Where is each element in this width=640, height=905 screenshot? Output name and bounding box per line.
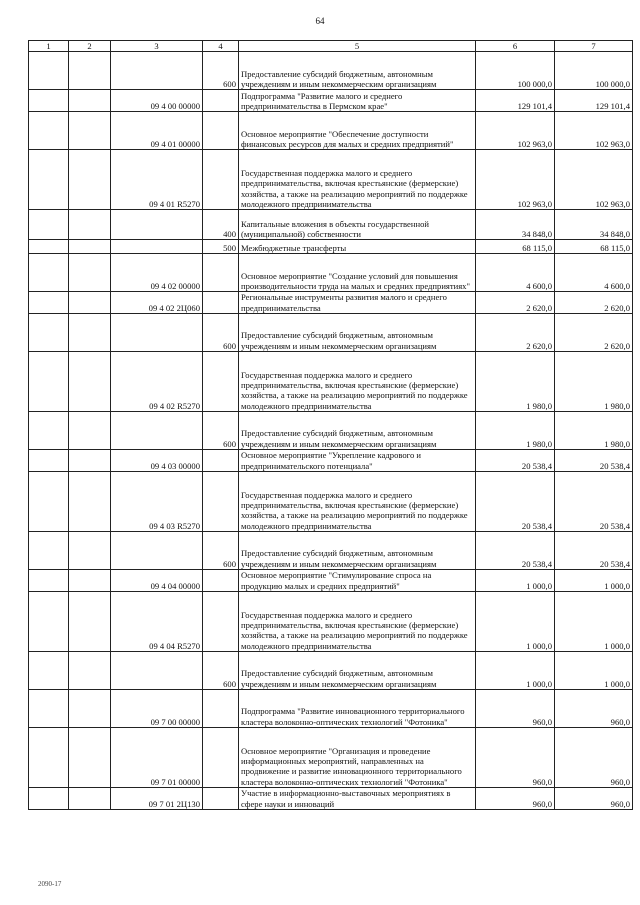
cell-amount-year2: 20 538,4 (555, 472, 633, 532)
cell-expense-type: 400 (203, 210, 239, 240)
table-row (29, 450, 633, 472)
cell-target-code: 09 4 01 R5270 (111, 150, 203, 210)
cell-description: Предоставление субсидий бюджетным, автономным учреждениям и иным некоммерческим организациям (239, 652, 476, 690)
cell-expense-type: 600 (203, 52, 239, 90)
cell-amount-year2: 129 101,4 (555, 90, 633, 112)
cell-col1 (29, 690, 69, 728)
column-header: 2 (69, 41, 111, 52)
cell-target-code (111, 52, 203, 90)
cell-expense-type (203, 570, 239, 592)
cell-target-code: 09 4 00 00000 (111, 90, 203, 112)
table-row (29, 352, 633, 412)
cell-expense-type (203, 592, 239, 652)
cell-target-code: 09 4 03 R5270 (111, 472, 203, 532)
cell-col1 (29, 532, 69, 570)
cell-col1 (29, 314, 69, 352)
cell-amount-year1: 68 115,0 (476, 240, 555, 254)
cell-col2 (69, 728, 111, 788)
cell-col2 (69, 788, 111, 810)
cell-amount-year1: 102 963,0 (476, 150, 555, 210)
cell-col2 (69, 314, 111, 352)
table-row (29, 254, 633, 292)
cell-amount-year2: 102 963,0 (555, 150, 633, 210)
table-row (29, 728, 633, 788)
cell-amount-year1: 2 620,0 (476, 314, 555, 352)
cell-description: Государственная поддержка малого и среднего предпринимательства, включая крестьянские (фермерские) хозяйства, а также на реализацию мероприятий по поддержке молодежного предпринимательства (239, 150, 476, 210)
column-header: 4 (203, 41, 239, 52)
cell-description: Капитальные вложения в объекты государственной (муниципальной) собственности (239, 210, 476, 240)
cell-amount-year2: 102 963,0 (555, 112, 633, 150)
cell-amount-year2: 1 000,0 (555, 652, 633, 690)
cell-amount-year1: 100 000,0 (476, 52, 555, 90)
cell-amount-year1: 1 000,0 (476, 592, 555, 652)
cell-description: Государственная поддержка малого и среднего предпринимательства, включая крестьянские (фермерские) хозяйства, а также на реализацию мероприятий по поддержке молодежного предпринимательства (239, 592, 476, 652)
cell-target-code: 09 4 03 00000 (111, 450, 203, 472)
cell-col2 (69, 240, 111, 254)
cell-expense-type (203, 728, 239, 788)
cell-target-code: 09 7 00 00000 (111, 690, 203, 728)
cell-description: Участие в информационно-выставочных мероприятиях в сфере науки и инноваций (239, 788, 476, 810)
cell-description: Основное мероприятие "Организация и проведение информационных мероприятий, направленных на продвижение и развитие инновационного территориального кластера волоконно-оптических технологий "Фотоника" (239, 728, 476, 788)
table-row (29, 90, 633, 112)
cell-amount-year2: 20 538,4 (555, 532, 633, 570)
cell-col1 (29, 90, 69, 112)
cell-amount-year2: 100 000,0 (555, 52, 633, 90)
cell-amount-year2: 1 000,0 (555, 570, 633, 592)
cell-col1 (29, 472, 69, 532)
cell-description: Подпрограмма "Развитие малого и среднего предпринимательства в Пермском крае" (239, 90, 476, 112)
column-header: 5 (239, 41, 476, 52)
cell-target-code: 09 4 02 2Ц060 (111, 292, 203, 314)
cell-col2 (69, 352, 111, 412)
table-row (29, 112, 633, 150)
cell-amount-year2: 1 980,0 (555, 412, 633, 450)
table-row (29, 150, 633, 210)
cell-target-code: 09 4 02 R5270 (111, 352, 203, 412)
cell-col2 (69, 90, 111, 112)
cell-col2 (69, 450, 111, 472)
cell-col1 (29, 292, 69, 314)
cell-col1 (29, 52, 69, 90)
cell-amount-year2: 2 620,0 (555, 314, 633, 352)
cell-expense-type (203, 112, 239, 150)
cell-expense-type (203, 254, 239, 292)
cell-description: Межбюджетные трансферты (239, 240, 476, 254)
cell-target-code: 09 4 01 00000 (111, 112, 203, 150)
cell-amount-year1: 20 538,4 (476, 472, 555, 532)
cell-description: Предоставление субсидий бюджетным, автономным учреждениям и иным некоммерческим организациям (239, 532, 476, 570)
cell-amount-year2: 68 115,0 (555, 240, 633, 254)
cell-description: Региональные инструменты развития малого и среднего предпринимательства (239, 292, 476, 314)
cell-col1 (29, 240, 69, 254)
cell-expense-type: 600 (203, 412, 239, 450)
cell-expense-type (203, 690, 239, 728)
footer-code: 2090-17 (38, 880, 62, 888)
cell-amount-year2: 20 538,4 (555, 450, 633, 472)
cell-description: Основное мероприятие "Стимулирование спроса на продукцию малых и средних предприятий" (239, 570, 476, 592)
cell-col2 (69, 532, 111, 570)
cell-col1 (29, 254, 69, 292)
budget-table (28, 40, 633, 810)
cell-target-code (111, 314, 203, 352)
cell-description: Предоставление субсидий бюджетным, автономным учреждениям и иным некоммерческим организациям (239, 412, 476, 450)
cell-col1 (29, 450, 69, 472)
cell-target-code (111, 240, 203, 254)
cell-amount-year1: 20 538,4 (476, 450, 555, 472)
cell-col2 (69, 690, 111, 728)
cell-amount-year1: 2 620,0 (476, 292, 555, 314)
column-header: 3 (111, 41, 203, 52)
table-row (29, 788, 633, 810)
cell-amount-year1: 1 000,0 (476, 570, 555, 592)
cell-col1 (29, 652, 69, 690)
cell-expense-type (203, 90, 239, 112)
table-row (29, 532, 633, 570)
cell-col2 (69, 652, 111, 690)
cell-amount-year1: 102 963,0 (476, 112, 555, 150)
cell-col1 (29, 592, 69, 652)
cell-target-code (111, 210, 203, 240)
table-row (29, 690, 633, 728)
cell-amount-year1: 34 848,0 (476, 210, 555, 240)
cell-amount-year2: 960,0 (555, 788, 633, 810)
cell-amount-year1: 129 101,4 (476, 90, 555, 112)
cell-target-code (111, 412, 203, 450)
cell-col1 (29, 112, 69, 150)
table-row (29, 52, 633, 90)
cell-col2 (69, 570, 111, 592)
cell-expense-type (203, 472, 239, 532)
column-header: 7 (555, 41, 633, 52)
cell-amount-year1: 1 980,0 (476, 412, 555, 450)
cell-col1 (29, 788, 69, 810)
cell-description: Предоставление субсидий бюджетным, автономным учреждениям и иным некоммерческим организациям (239, 52, 476, 90)
cell-amount-year2: 1 000,0 (555, 592, 633, 652)
table-row (29, 314, 633, 352)
cell-expense-type (203, 788, 239, 810)
cell-amount-year2: 960,0 (555, 728, 633, 788)
cell-expense-type (203, 352, 239, 412)
cell-expense-type (203, 450, 239, 472)
cell-expense-type (203, 150, 239, 210)
cell-col1 (29, 570, 69, 592)
cell-col2 (69, 292, 111, 314)
cell-expense-type: 600 (203, 532, 239, 570)
cell-col2 (69, 112, 111, 150)
cell-amount-year1: 960,0 (476, 788, 555, 810)
cell-description: Основное мероприятие "Обеспечение доступности финансовых ресурсов для малых и средних предприятий" (239, 112, 476, 150)
cell-col1 (29, 210, 69, 240)
cell-target-code: 09 4 04 R5270 (111, 592, 203, 652)
cell-col2 (69, 52, 111, 90)
cell-col2 (69, 592, 111, 652)
cell-description: Основное мероприятие "Создание условий для повышения производительности труда на малых и средних предприятиях" (239, 254, 476, 292)
table-row (29, 412, 633, 450)
cell-col1 (29, 728, 69, 788)
cell-description: Государственная поддержка малого и среднего предпринимательства, включая крестьянские (фермерские) хозяйства, а также на реализацию мероприятий по поддержке молодежного предпринимательства (239, 472, 476, 532)
cell-description: Государственная поддержка малого и среднего предпринимательства, включая крестьянские (фермерские) хозяйства, а также на реализацию мероприятий по поддержке молодежного предпринимательства (239, 352, 476, 412)
cell-col2 (69, 254, 111, 292)
cell-expense-type: 500 (203, 240, 239, 254)
cell-target-code (111, 532, 203, 570)
cell-col2 (69, 210, 111, 240)
cell-amount-year2: 1 980,0 (555, 352, 633, 412)
cell-description: Основное мероприятие "Укрепление кадрового и предпринимательского потенциала" (239, 450, 476, 472)
cell-description: Предоставление субсидий бюджетным, автономным учреждениям и иным некоммерческим организациям (239, 314, 476, 352)
cell-target-code: 09 4 04 00000 (111, 570, 203, 592)
table-row (29, 472, 633, 532)
cell-expense-type: 600 (203, 652, 239, 690)
column-header: 1 (29, 41, 69, 52)
table-header-row (29, 41, 633, 52)
cell-amount-year1: 1 980,0 (476, 352, 555, 412)
cell-amount-year2: 960,0 (555, 690, 633, 728)
table-row (29, 240, 633, 254)
table-row (29, 292, 633, 314)
cell-expense-type: 600 (203, 314, 239, 352)
cell-target-code: 09 7 01 2Ц130 (111, 788, 203, 810)
table-row (29, 652, 633, 690)
cell-amount-year1: 20 538,4 (476, 532, 555, 570)
cell-description: Подпрограмма "Развитие инновационного территориального кластера волоконно-оптических технологий "Фотоника" (239, 690, 476, 728)
cell-col1 (29, 352, 69, 412)
table-row (29, 570, 633, 592)
cell-amount-year2: 34 848,0 (555, 210, 633, 240)
cell-col1 (29, 412, 69, 450)
cell-amount-year2: 4 600,0 (555, 254, 633, 292)
cell-expense-type (203, 292, 239, 314)
cell-amount-year1: 4 600,0 (476, 254, 555, 292)
cell-target-code: 09 7 01 00000 (111, 728, 203, 788)
page-number: 64 (315, 16, 325, 26)
cell-amount-year1: 960,0 (476, 690, 555, 728)
cell-amount-year1: 1 000,0 (476, 652, 555, 690)
cell-col2 (69, 412, 111, 450)
table-row (29, 210, 633, 240)
table-row (29, 592, 633, 652)
cell-col1 (29, 150, 69, 210)
cell-col2 (69, 472, 111, 532)
column-header: 6 (476, 41, 555, 52)
cell-amount-year1: 960,0 (476, 728, 555, 788)
cell-target-code: 09 4 02 00000 (111, 254, 203, 292)
cell-amount-year2: 2 620,0 (555, 292, 633, 314)
cell-col2 (69, 150, 111, 210)
cell-target-code (111, 652, 203, 690)
